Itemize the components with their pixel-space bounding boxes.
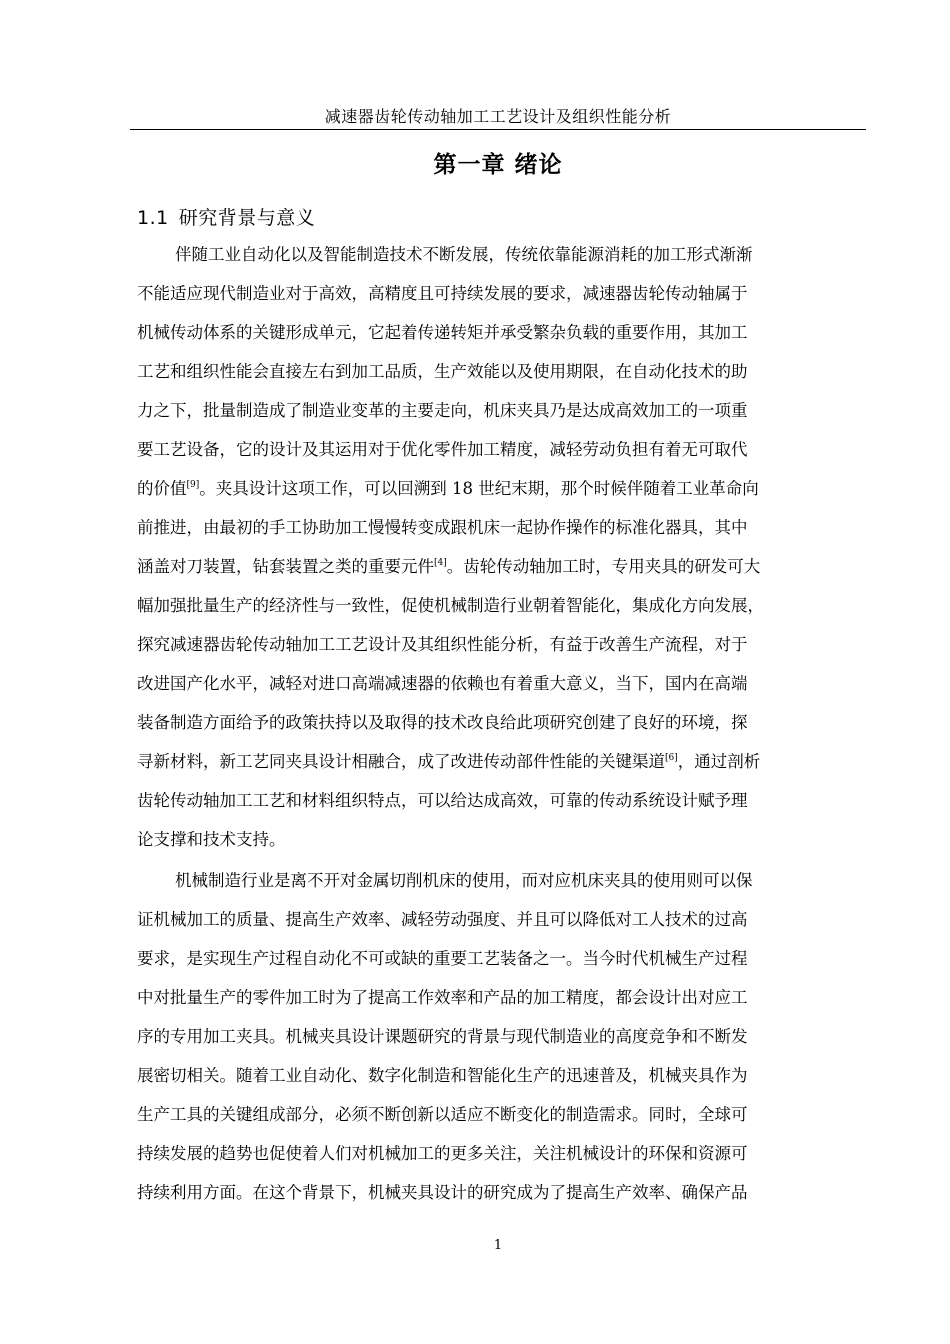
section-number: 1.1 [137,207,169,229]
paragraph-1-line: 不能适应现代制造业对于高效，高精度且可持续发展的要求，减速器齿轮传动轴属于 [137,284,748,303]
paragraph-1-line: 齿轮传动轴加工工艺和材料组织特点，可以给达成高效，可靠的传动系统设计赋予理 [137,791,748,810]
paragraph-2-line: 持续利用方面。在这个背景下，机械夹具设计的研究成为了提高生产效率、确保产品 [137,1183,748,1202]
citation-ref: [6] [665,753,678,763]
page-number: 1 [493,1238,503,1253]
paragraph-1-line: 要工艺设备，它的设计及其运用对于优化零件加工精度，减轻劳动负担有着无可取代 [137,440,748,459]
paragraph-2-line: 要求，是实现生产过程自动化不可或缺的重要工艺装备之一。当今时代机械生产过程 [137,949,748,968]
paragraph-text: 。夹具设计这项工作，可以回溯到 18 世纪末期，那个时候伴随着工业革命向 [199,479,759,498]
paragraph-1-line: 机械传动体系的关键形成单元，它起着传递转矩并承受繁杂负载的重要作用，其加工 [137,323,748,342]
section-title: 研究背景与意义 [178,207,316,229]
paragraph-1-line: 论支撑和技术支持。 [137,830,286,849]
paragraph-1-line: 伴随工业自动化以及智能制造技术不断发展，传统依靠能源消耗的加工形式渐渐 [175,245,753,264]
paragraph-text: 。齿轮传动轴加工时，专用夹具的研发可大 [446,557,761,576]
paragraph-2-line: 序的专用加工夹具。机械夹具设计课题研究的背景与现代制造业的高度竞争和不断发 [137,1027,748,1046]
paragraph-1-line: 幅加强批量生产的经济性与一致性，促使机械制造行业朝着智能化，集成化方向发展， [137,596,764,615]
paragraph-2-line: 中对批量生产的零件加工时为了提高工作效率和产品的加工精度，都会设计出对应工 [137,988,748,1007]
paragraph-1-line: 前推进，由最初的手工协助加工慢慢转变成跟机床一起协作操作的标准化器具，其中 [137,518,748,537]
paragraph-1-line: 改进国产化水平，减轻对进口高端减速器的依赖也有着重大意义，当下，国内在高端 [137,674,748,693]
paragraph-text: 涵盖对刀装置，钻套装置之类的重要元件 [137,557,434,576]
header-rule [130,129,866,130]
citation-ref: [9] [186,480,200,490]
paragraph-1-line [137,476,759,502]
paragraph-1-line: 力之下，批量制造成了制造业变革的主要走向，机床夹具乃是达成高效加工的一项重 [137,401,748,420]
running-header-title: 减速器齿轮传动轴加工工艺设计及组织性能分析 [324,107,672,126]
chapter-title: 第一章 绪论 [433,152,563,178]
paragraph-1-line: 工艺和组织性能会直接左右到加工品质，生产效能以及使用期限，在自动化技术的助 [137,362,748,381]
paragraph-2-line: 持续发展的趋势也促使着人们对机械加工的更多关注，关注机械设计的环保和资源可 [137,1144,748,1163]
paragraph-1-line: 装备制造方面给予的政策扶持以及取得的技术改良给此项研究创建了良好的环境，探 [137,713,748,732]
paragraph-text: 寻新材料，新工艺同夹具设计相融合，成了改进传动部件性能的关键渠道 [137,752,665,771]
section-heading [137,204,315,232]
paragraph-2-line: 证机械加工的质量、提高生产效率、减轻劳动强度、并且可以降低对工人技术的过高 [137,910,748,929]
paragraph-text: ，通过剖析 [677,752,761,771]
paragraph-1-line [137,749,760,775]
paragraph-text: 的价值 [137,479,187,498]
paragraph-1-line [137,554,760,580]
paragraph-2-line: 机械制造行业是离不开对金属切削机床的使用，而对应机床夹具的使用则可以保 [175,871,753,890]
paragraph-2-line: 生产工具的关键组成部分，必须不断创新以适应不断变化的制造需求。同时，全球可 [137,1105,748,1124]
paragraph-1-line: 探究减速器齿轮传动轴加工工艺设计及其组织性能分析，有益于改善生产流程，对于 [137,635,748,654]
citation-ref: [4] [434,558,447,568]
paragraph-2-line: 展密切相关。随着工业自动化、数字化制造和智能化生产的迅速普及，机械夹具作为 [137,1066,748,1085]
